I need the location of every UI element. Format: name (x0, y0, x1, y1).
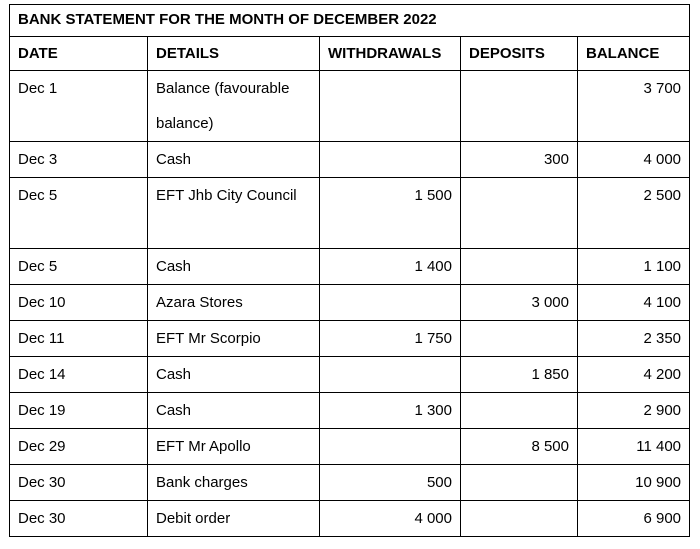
cell-balance: 10 900 (578, 465, 690, 501)
statement-title: BANK STATEMENT FOR THE MONTH OF DECEMBER 2022 (10, 5, 690, 37)
cell-balance: 3 700 (578, 71, 690, 142)
cell-balance: 2 350 (578, 321, 690, 357)
cell-deposits: 300 (461, 142, 578, 178)
table-row (10, 357, 690, 393)
cell-details: EFT Jhb City Council (148, 178, 320, 249)
cell-withdrawals: 1 500 (320, 178, 461, 249)
cell-date: Dec 14 (10, 357, 148, 393)
col-header-deposits: DEPOSITS (461, 37, 578, 71)
cell-date: Dec 5 (10, 249, 148, 285)
col-header-details: DETAILS (148, 37, 320, 71)
cell-withdrawals (320, 142, 461, 178)
table-row (10, 142, 690, 178)
table-row (10, 71, 690, 142)
table-row (10, 465, 690, 501)
cell-details: Bank charges (148, 465, 320, 501)
table-row (10, 249, 690, 285)
cell-date: Dec 11 (10, 321, 148, 357)
cell-balance: 6 900 (578, 501, 690, 537)
table-row (10, 178, 690, 249)
cell-withdrawals: 1 300 (320, 393, 461, 429)
cell-date: Dec 30 (10, 465, 148, 501)
cell-withdrawals (320, 285, 461, 321)
cell-details: EFT Mr Apollo (148, 429, 320, 465)
cell-details: Cash (148, 142, 320, 178)
cell-balance: 4 200 (578, 357, 690, 393)
cell-withdrawals: 500 (320, 465, 461, 501)
col-header-balance: BALANCE (578, 37, 690, 71)
cell-withdrawals (320, 71, 461, 142)
cell-details: EFT Mr Scorpio (148, 321, 320, 357)
bank-statement (9, 4, 690, 537)
cell-deposits: 1 850 (461, 357, 578, 393)
table-row (10, 321, 690, 357)
cell-date: Dec 1 (10, 71, 148, 142)
cell-balance: 11 400 (578, 429, 690, 465)
cell-details: Azara Stores (148, 285, 320, 321)
cell-balance: 2 900 (578, 393, 690, 429)
cell-deposits (461, 465, 578, 501)
cell-details: Cash (148, 393, 320, 429)
cell-withdrawals (320, 357, 461, 393)
cell-details: Cash (148, 357, 320, 393)
col-header-withdrawals: WITHDRAWALS (320, 37, 461, 71)
cell-date: Dec 19 (10, 393, 148, 429)
cell-balance: 4 100 (578, 285, 690, 321)
table-row (10, 285, 690, 321)
cell-withdrawals (320, 429, 461, 465)
cell-deposits (461, 249, 578, 285)
cell-date: Dec 10 (10, 285, 148, 321)
cell-date: Dec 30 (10, 501, 148, 537)
table-row (10, 501, 690, 537)
cell-deposits (461, 71, 578, 142)
col-header-date: DATE (10, 37, 148, 71)
cell-deposits: 3 000 (461, 285, 578, 321)
cell-deposits (461, 393, 578, 429)
cell-details: Debit order (148, 501, 320, 537)
cell-deposits (461, 321, 578, 357)
cell-deposits (461, 178, 578, 249)
cell-withdrawals: 1 400 (320, 249, 461, 285)
table-row (10, 393, 690, 429)
cell-date: Dec 3 (10, 142, 148, 178)
cell-withdrawals: 1 750 (320, 321, 461, 357)
cell-details: Cash (148, 249, 320, 285)
cell-deposits (461, 501, 578, 537)
cell-date: Dec 29 (10, 429, 148, 465)
cell-deposits: 8 500 (461, 429, 578, 465)
cell-date: Dec 5 (10, 178, 148, 249)
cell-balance: 1 100 (578, 249, 690, 285)
cell-balance: 2 500 (578, 178, 690, 249)
cell-balance: 4 000 (578, 142, 690, 178)
cell-withdrawals: 4 000 (320, 501, 461, 537)
table-row (10, 429, 690, 465)
cell-details: Balance (favourable balance) (148, 71, 320, 142)
bank-statement-table (9, 4, 690, 537)
